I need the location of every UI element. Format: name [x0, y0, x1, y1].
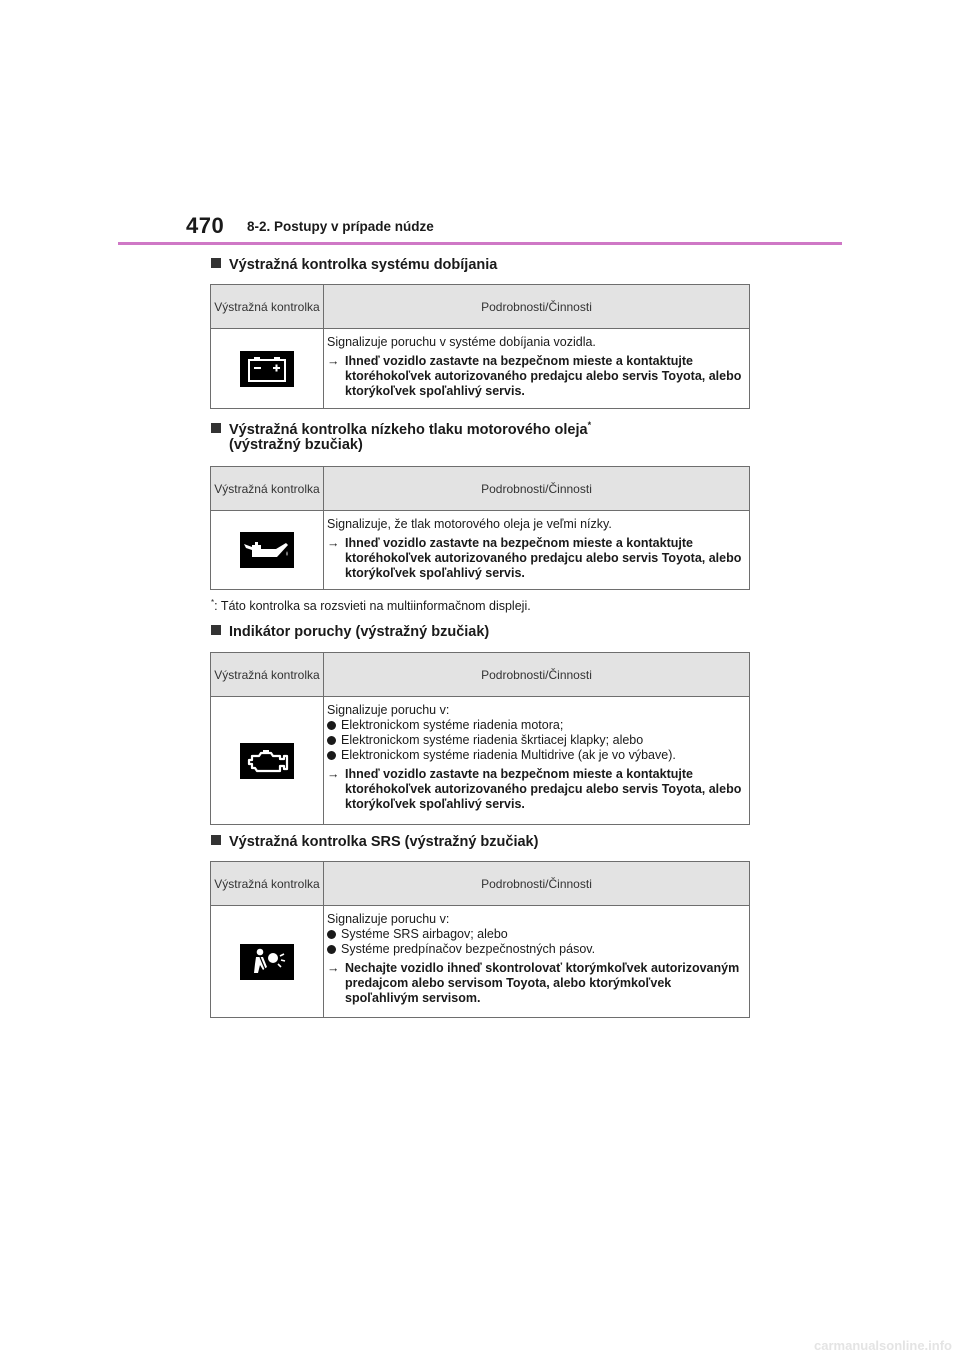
col-header-details: Podrobnosti/Činnosti	[324, 285, 750, 329]
list-item: Elektronickom systéme riadenia škrtiacej klapky; alebo	[327, 733, 744, 748]
action-text: Nechajte vozidlo ihneď skontrolovať ktorýmkoľvek autorizovaným predajcom alebo servisom Toyota, alebo ktorýmkoľvek spoľahlivým servisom.	[345, 961, 740, 1005]
header-divider	[118, 242, 842, 245]
arrow-icon: →	[327, 354, 340, 368]
table-row	[211, 329, 750, 409]
heading-square-icon	[211, 423, 221, 433]
col-header-indicator: Výstražná kontrolka	[211, 653, 324, 697]
heading-malfunction-indicator	[211, 621, 489, 643]
description-text: Signalizuje poruchu v:	[327, 703, 450, 717]
table-row	[211, 511, 750, 590]
col-header-details: Podrobnosti/Činnosti	[324, 653, 750, 697]
malfunction-table	[210, 652, 750, 825]
heading-square-icon	[211, 625, 221, 635]
heading-square-icon	[211, 258, 221, 268]
watermark: carmanualsonline.info	[814, 1338, 952, 1353]
description-text: Signalizuje, že tlak motorového oleja je veľmi nízky.	[327, 517, 612, 531]
col-header-details: Podrobnosti/Činnosti	[324, 467, 750, 511]
list-item: Systéme SRS airbagov; alebo	[327, 927, 744, 942]
battery-icon	[240, 351, 294, 387]
action-instruction	[327, 961, 744, 1006]
footnote-text: : Táto kontrolka sa rozsvieti na multiinformačnom displeji.	[214, 599, 531, 614]
description-text: Signalizuje poruchu v systéme dobíjania vozidla.	[327, 335, 596, 349]
page-number: 470	[186, 213, 225, 238]
footnote-mark: *	[211, 598, 215, 607]
col-header-indicator: Výstražná kontrolka	[211, 467, 324, 511]
col-header-details: Podrobnosti/Činnosti	[324, 862, 750, 906]
table-header-row	[211, 653, 750, 697]
action-text: Ihneď vozidlo zastavte na bezpečnom mieste a kontaktujte ktoréhokoľvek autorizovaného predajcu alebo servis Toyota, alebo ktorýkoľvek spoľahlivý servis.	[345, 354, 742, 398]
heading-text: Výstražná kontrolka systému dobíjania	[229, 257, 498, 273]
indicator-cell	[211, 906, 324, 1018]
heading-charging-system	[211, 254, 497, 276]
heading-text: Výstražná kontrolka SRS (výstražný bzučiak)	[229, 834, 539, 850]
indicator-cell	[211, 697, 324, 825]
details-cell	[324, 511, 750, 590]
table-header-row	[211, 285, 750, 329]
oil-can-icon	[240, 532, 294, 568]
section-title: 8-2. Postupy v prípade núdze	[247, 219, 434, 234]
airbag-icon	[240, 944, 294, 980]
indicator-cell	[211, 329, 324, 409]
srs-table	[210, 861, 750, 1018]
details-cell	[324, 697, 750, 825]
list-item: Elektronickom systéme riadenia motora;	[327, 718, 744, 733]
heading-square-icon	[211, 835, 221, 845]
list-item: Elektronickom systéme riadenia Multidrive (ak je vo výbave).	[327, 748, 744, 763]
table-header-row	[211, 862, 750, 906]
heading-text: Indikátor poruchy (výstražný bzučiak)	[229, 624, 490, 640]
action-instruction	[327, 354, 744, 399]
footnote	[211, 598, 531, 613]
col-header-indicator: Výstražná kontrolka	[211, 285, 324, 329]
action-text: Ihneď vozidlo zastavte na bezpečnom mieste a kontaktujte ktoréhokoľvek autorizovaného predajcu alebo servis Toyota, alebo ktorýkoľvek spoľahlivý servis.	[345, 536, 742, 580]
table-row	[211, 697, 750, 825]
arrow-icon: →	[327, 767, 340, 781]
action-instruction	[327, 536, 744, 581]
table-row	[211, 906, 750, 1018]
action-instruction	[327, 767, 744, 812]
heading-srs	[211, 831, 538, 853]
heading-oil-pressure-cont: (výstražný bzučiak)	[229, 437, 363, 453]
action-text: Ihneď vozidlo zastavte na bezpečnom mieste a kontaktujte ktoréhokoľvek autorizovaného predajcu alebo servis Toyota, alebo ktorýkoľvek spoľahlivý servis.	[345, 767, 742, 811]
list-item: Systéme predpínačov bezpečnostných pásov.	[327, 942, 744, 957]
col-header-indicator: Výstražná kontrolka	[211, 862, 324, 906]
details-cell	[324, 329, 750, 409]
heading-text: Výstražná kontrolka nízkeho tlaku motorového oleja	[229, 421, 588, 438]
arrow-icon: →	[327, 536, 340, 550]
details-cell	[324, 906, 750, 1018]
table-header-row	[211, 467, 750, 511]
description-text: Signalizuje poruchu v:	[327, 912, 450, 926]
oil-pressure-table	[210, 466, 750, 590]
footnote-mark: *	[587, 420, 592, 430]
check-engine-icon	[240, 743, 294, 779]
arrow-icon: →	[327, 961, 340, 975]
indicator-cell	[211, 511, 324, 590]
charging-system-table	[210, 284, 750, 409]
